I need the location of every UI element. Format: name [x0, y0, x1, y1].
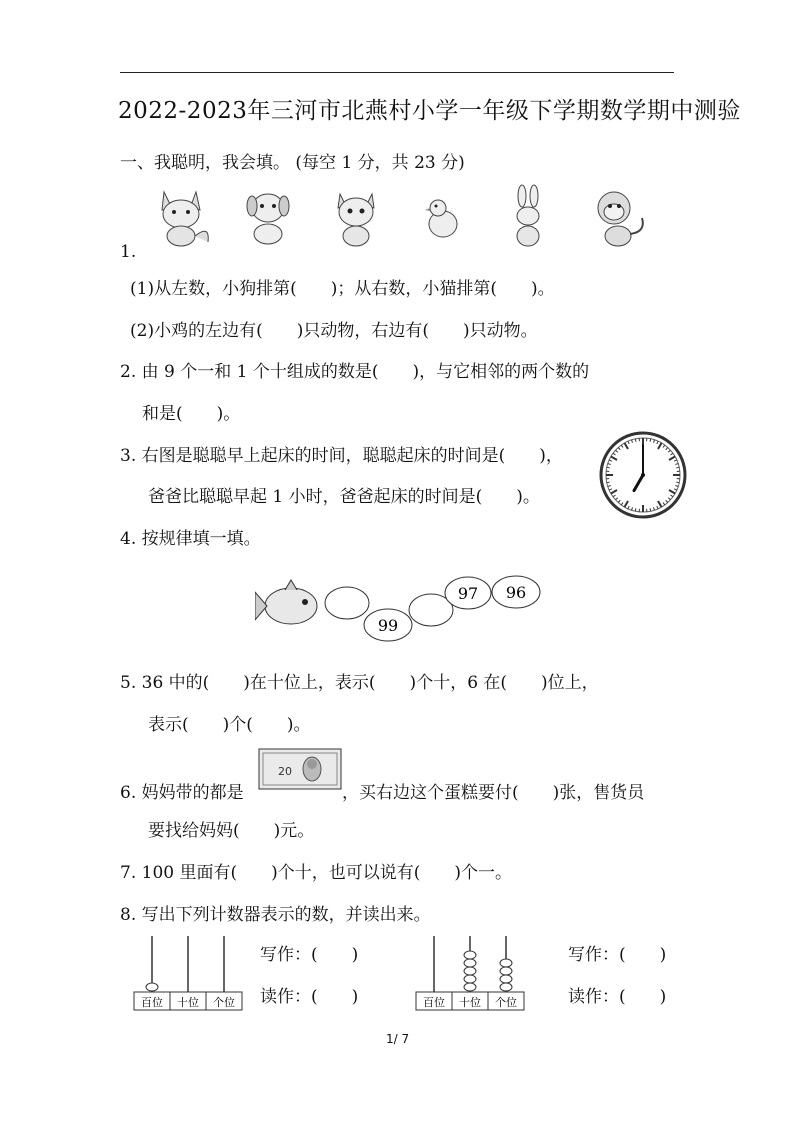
place-label: 十位: [459, 996, 481, 1009]
page-title: 2022-2023年三河市北燕村小学一年级下学期数学期中测验: [118, 98, 741, 124]
abacus-bead: [500, 975, 512, 983]
q1-part2: (2)小鸡的左边有( )只动物，右边有( )只动物。: [130, 321, 538, 341]
abacus-bead: [464, 951, 476, 959]
abacus-2: [414, 932, 526, 1016]
abacus1-read: 读作：( ): [260, 987, 359, 1007]
q8-line1: 8. 写出下列计数器表示的数，并读出来。: [120, 905, 431, 925]
q3-line1: 3. 右图是聪聪早上起床的时间，聪聪起床的时间是( )，: [120, 446, 563, 466]
bubble-text-4: 97: [457, 584, 479, 603]
place-label: 百位: [423, 996, 445, 1009]
animal-row: [140, 184, 660, 254]
q5-line2: 表示( )个( )。: [148, 715, 311, 735]
place-label: 个位: [495, 996, 517, 1009]
abacus-bead: [500, 983, 512, 991]
abacus-bead: [464, 975, 476, 983]
q2-line2: 和是( )。: [142, 404, 241, 424]
bubble-text-5: 96: [505, 583, 527, 602]
q1-number: 1.: [120, 242, 137, 262]
abacus-bead: [500, 967, 512, 975]
q2-line1: 2. 由 9 个一和 1 个十组成的数是( )，与它相邻的两个数的: [120, 362, 590, 382]
number-pattern: [255, 572, 555, 642]
banknote-20-icon: [258, 748, 342, 790]
cat-icon: [326, 184, 386, 250]
q6-post: ，买右边这个蛋糕要付( )张，售货员: [342, 783, 645, 803]
fox-icon: [150, 184, 214, 250]
q4-line1: 4. 按规律填一填。: [120, 529, 261, 549]
abacus2-write: 写作：( ): [568, 945, 667, 965]
abacus-bead: [464, 959, 476, 967]
abacus-bead: [464, 983, 476, 991]
note-value: 20: [278, 765, 292, 778]
chick-icon: [418, 184, 468, 250]
rabbit-icon: [506, 184, 550, 250]
q1-part1: (1)从左数，小狗排第( )；从右数，小猫排第( )。: [130, 279, 555, 299]
bubble-text-2: 99: [377, 616, 399, 635]
abacus-bead: [500, 959, 512, 967]
q5-line1: 5. 36 中的( )在十位上，表示( )个十，6 在( )位上，: [120, 673, 599, 693]
monkey-icon: [588, 184, 648, 250]
abacus1-write: 写作：( ): [260, 945, 359, 965]
place-label: 百位: [141, 996, 163, 1009]
header-rule: [120, 72, 674, 73]
abacus-bead: [146, 983, 158, 991]
abacus-1: [132, 932, 244, 1016]
place-label: 个位: [213, 996, 235, 1009]
bubble-blank-1[interactable]: [325, 587, 369, 619]
clock-icon: [598, 430, 688, 520]
page-number: 1/ 7: [386, 1032, 410, 1046]
place-label: 十位: [177, 996, 199, 1009]
section-heading: 一、我聪明，我会填。 (每空 1 分，共 23 分): [120, 153, 465, 173]
q6-pre: 6. 妈妈带的都是: [120, 783, 244, 803]
fish-icon: [255, 580, 317, 624]
q7-line1: 7. 100 里面有( )个十，也可以说有( )个一。: [120, 863, 513, 883]
abacus-bead: [464, 967, 476, 975]
abacus2-read: 读作：( ): [568, 987, 667, 1007]
q6-line2: 要找给妈妈( )元。: [148, 821, 315, 841]
dog-icon: [238, 184, 298, 250]
q3-line2: 爸爸比聪聪早起 1 小时，爸爸起床的时间是( )。: [148, 487, 540, 507]
